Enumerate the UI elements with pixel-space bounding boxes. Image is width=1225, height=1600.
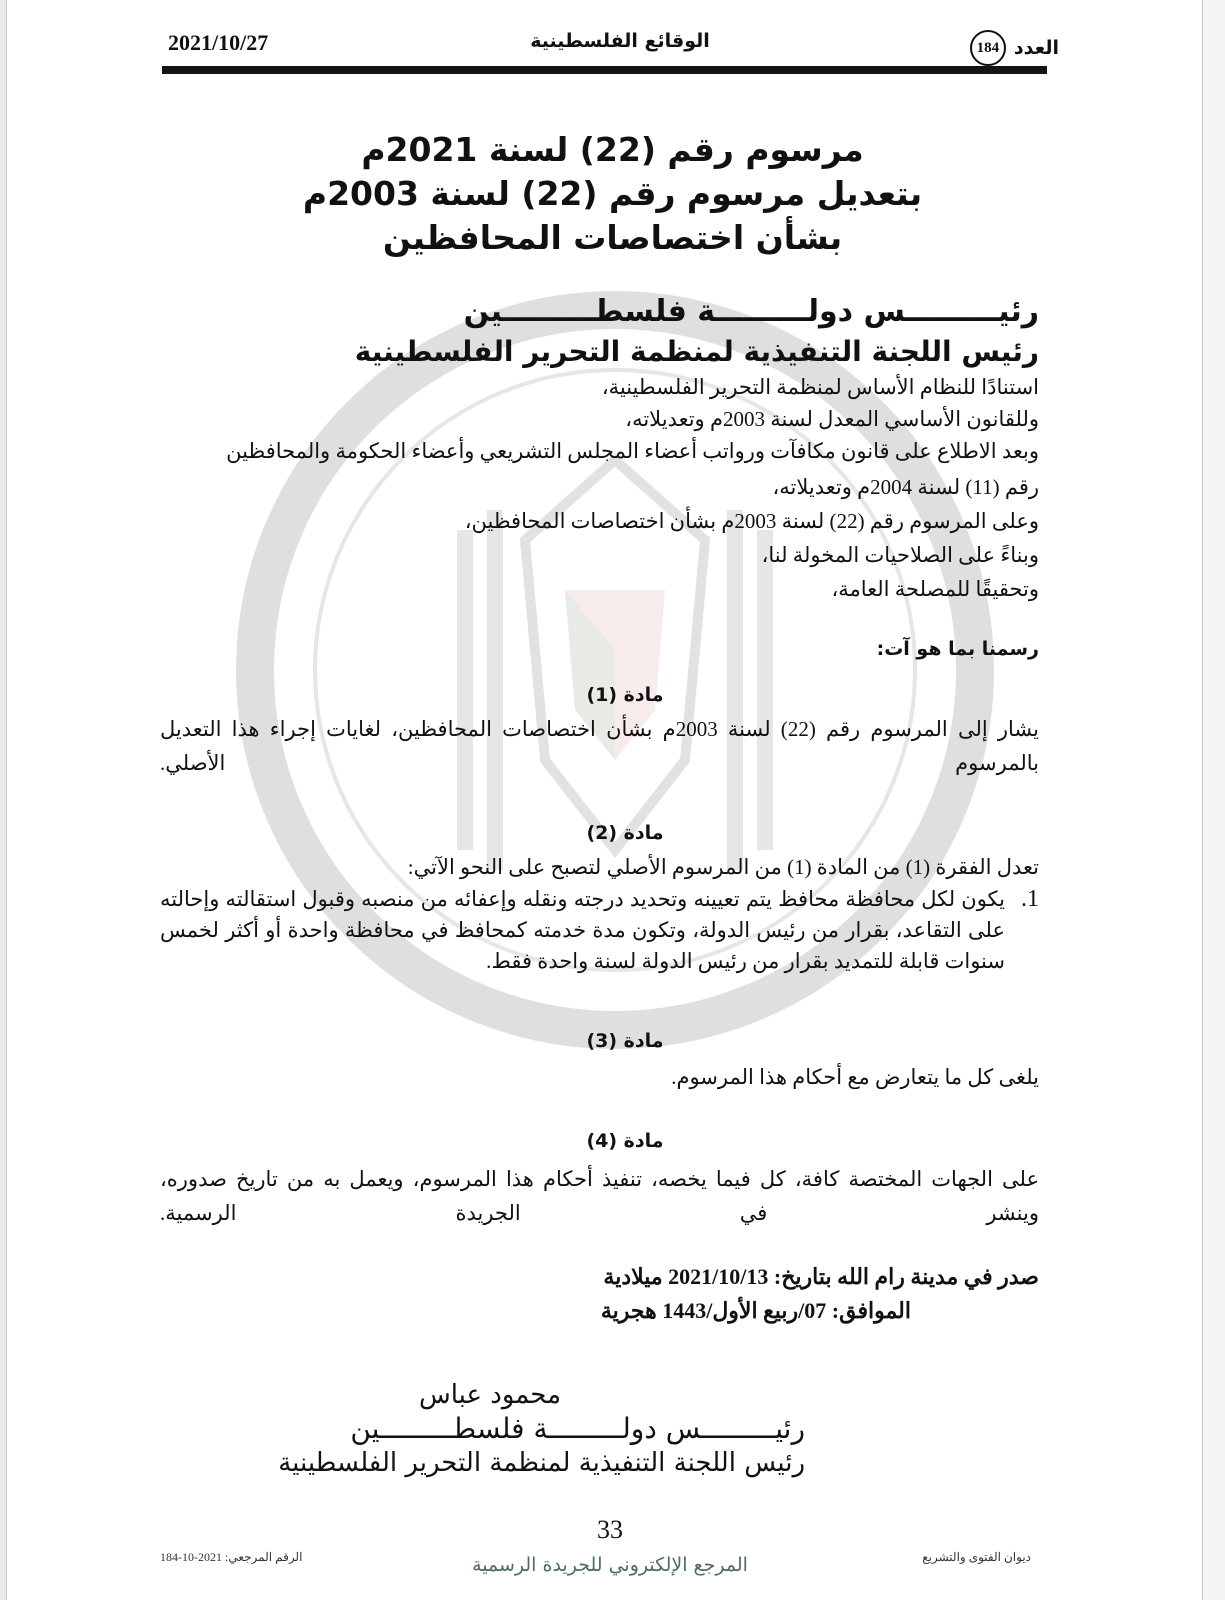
decree-subtitle: بتعديل مرسوم رقم (22) لسنة 2003م: [302, 174, 923, 213]
item-text: يكون لكل محافظة محافظ يتم تعيينه وتحديد درجته ونقله وإعفائه من منصبه وقبول استقالته وإحالته على التقاعد، بقرار من رئيس الدولة، وتكون مدة خدمته كمحافظ في محافظة واحدة أو أكثر لخمس سنوات قابلة للتمديد بقرار من رئيس الدولة لسنة واحدة فقط.: [160, 887, 1005, 973]
page-frame-left: [0, 0, 7, 1600]
issued-date: صدر في مدينة رام الله بتاريخ: 2021/10/13 ميلادية: [603, 1264, 1039, 1289]
issue-label: العدد: [1013, 37, 1059, 59]
preamble-line: وبعد الاطلاع على قانون مكافآت ورواتب أعضاء المجلس التشريعي وأعضاء الحكومة والمحافظين: [226, 439, 1039, 463]
issued-hijri-date: الموافق: 07/ربيع الأول/1443 هجرية: [600, 1298, 911, 1323]
article-text: على الجهات المختصة كافة، كل فيما يخصه، تنفيذ أحكام هذا المرسوم، ويعمل به من تاريخ صدوره، وينشر في الجريدة الرسمية.: [160, 1167, 1039, 1225]
footer-reference: الرقم المرجعي: 2021-10-184: [160, 1550, 303, 1564]
header-rule: [162, 66, 1047, 74]
issue-number-badge: 184: [970, 30, 1006, 66]
article-text: تعدل الفقرة (1) من المادة (1) من المرسوم الأصلي لتصبح على النحو الآتي:: [407, 855, 1039, 879]
publication-title: الوقائع الفلسطينية: [530, 30, 710, 52]
issuer-title-1: رئيـــــــــس دولـــــــــة فلسطـــــــــين: [463, 294, 1039, 329]
preamble-line: وللقانون الأساسي المعدل لسنة 2003م وتعديلاته،: [625, 407, 1039, 431]
article-heading: مادة (1): [586, 684, 664, 706]
preamble-line: وعلى المرسوم رقم (22) لسنة 2003م بشأن اختصاصات المحافظين،: [464, 509, 1039, 533]
article-text: يلغى كل ما يتعارض مع أحكام هذا المرسوم.: [671, 1065, 1039, 1089]
preamble-line: وبناءً على الصلاحيات المخولة لنا،: [761, 543, 1039, 567]
signatory-title-2: رئيس اللجنة التنفيذية لمنظمة التحرير الفلسطينية: [278, 1448, 805, 1478]
decree-subject: بشأن اختصاصات المحافظين: [382, 218, 843, 257]
issuer-title-2: رئيس اللجنة التنفيذية لمنظمة التحرير الفلسطينية: [354, 335, 1039, 368]
issue-label-group: [970, 30, 1059, 66]
decree-title: مرسوم رقم (22) لسنة 2021م: [361, 130, 864, 169]
article-text: يشار إلى المرسوم رقم (22) لسنة 2003م بشأن اختصاصات المحافظين، لغايات إجراء هذا التعديل بالمرسوم الأصلي.: [160, 717, 1040, 775]
article-heading: مادة (3): [586, 1030, 664, 1052]
preamble-line: وتحقيقًا للمصلحة العامة،: [831, 577, 1039, 601]
footer-publisher: ديوان الفتوى والتشريع: [922, 1550, 1031, 1564]
preamble-line: رقم (11) لسنة 2004م وتعديلاته،: [772, 475, 1039, 499]
header-date: 2021/10/27: [168, 30, 269, 55]
signatory-name: محمود عباس: [418, 1380, 562, 1410]
decree-intro: رسمنا بما هو آت:: [876, 638, 1039, 660]
page-frame-right: [1202, 0, 1225, 1600]
preamble-line: استنادًا للنظام الأساس لمنظمة التحرير الفلسطينية،: [601, 375, 1039, 399]
article-heading: مادة (2): [586, 822, 664, 844]
signatory-title-1: رئيـــــــــس دولـــــــــة فلسطـــــــــين: [350, 1412, 805, 1445]
article-heading: مادة (4): [586, 1130, 664, 1152]
item-number: 1.: [1021, 886, 1039, 912]
article-item: [160, 884, 1039, 977]
footer-brand: المرجع الإلكتروني للجريدة الرسمية: [472, 1554, 748, 1576]
page-number: 33: [597, 1515, 623, 1544]
